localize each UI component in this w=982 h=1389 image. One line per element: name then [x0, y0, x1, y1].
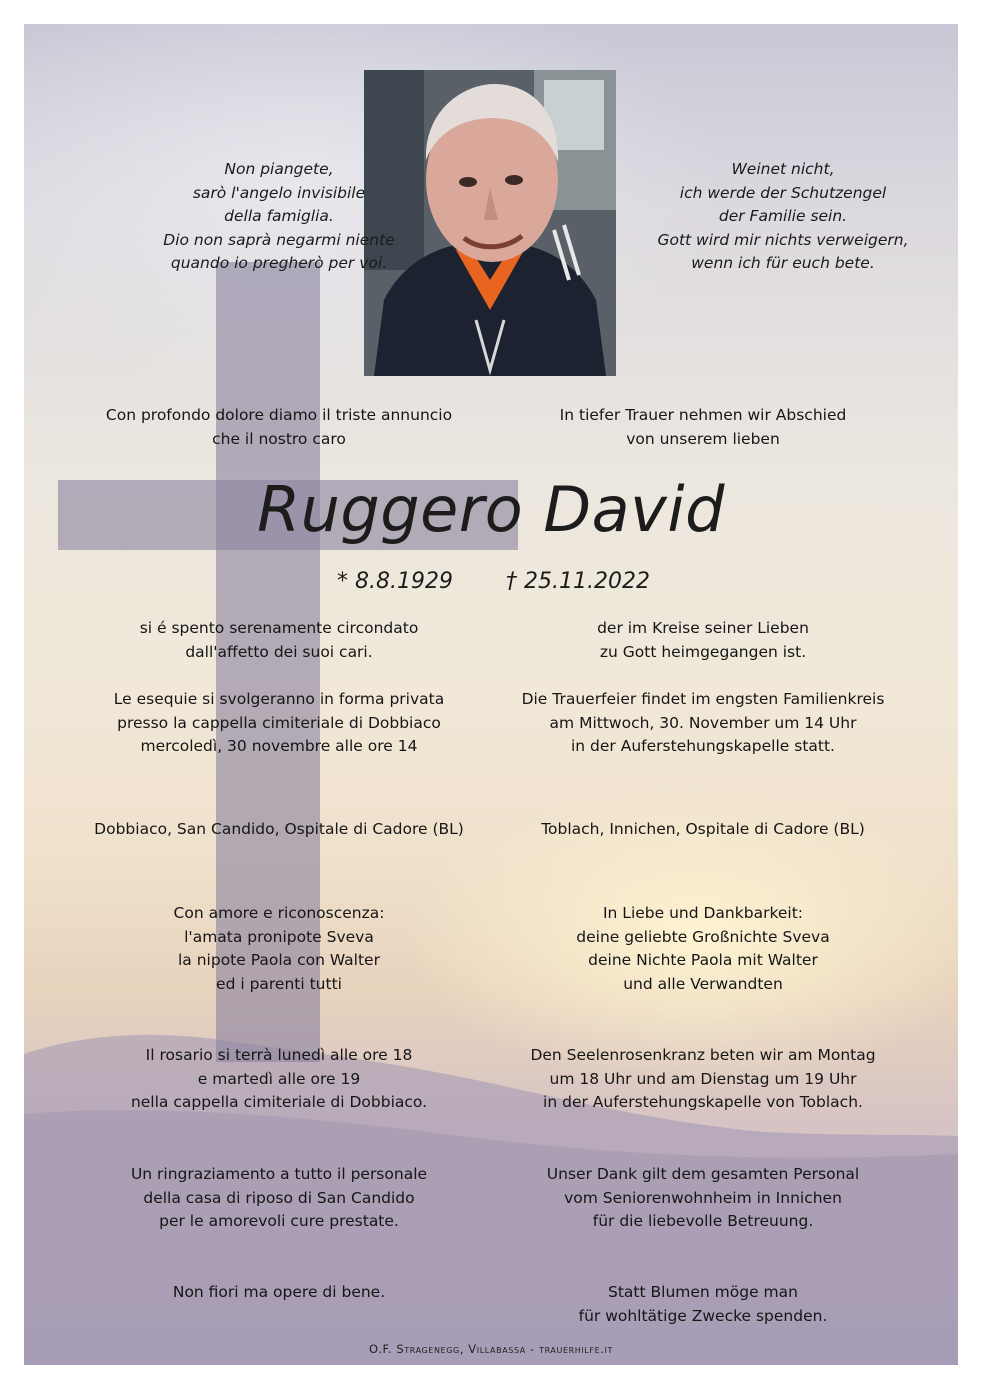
text-line: deine Nichte Paola mit Walter	[588, 951, 818, 969]
death-date: † 25.11.2022	[506, 569, 650, 594]
text-line: si é spento serenamente circondato	[139, 619, 419, 637]
text-line: e martedì alle ore 19	[197, 1069, 361, 1088]
text-line: in der Auferstehungskapelle statt.	[571, 737, 835, 755]
text-line: der im Kreise seiner Lieben	[597, 619, 809, 637]
poem-italian	[129, 158, 429, 276]
block-de-6	[473, 1163, 933, 1234]
block-de-1	[473, 617, 933, 664]
deceased-name: Ruggero David	[257, 473, 725, 546]
block-it-3	[49, 818, 509, 842]
text-line: Statt Blumen möge man	[608, 1283, 798, 1301]
text-line: Den Seelenrosenkranz beten wir am Montag	[530, 1046, 876, 1064]
block-it-4	[49, 902, 509, 996]
intro-italian	[49, 404, 509, 451]
text-line: in der Auferstehungskapelle von Toblach.	[543, 1093, 863, 1111]
text-line: Toblach, Innichen, Ospitale di Cadore (BL)	[541, 820, 865, 838]
text-line: dall'affetto dei suoi cari.	[185, 642, 373, 661]
text-line: Unser Dank gilt dem gesamten Personal	[546, 1165, 860, 1183]
poem-line: quando io pregherò per voi.	[170, 254, 388, 272]
text-line: um 18 Uhr und am Dienstag um 19 Uhr	[549, 1069, 857, 1088]
text-line: am Mittwoch, 30. November um 14 Uhr	[549, 713, 857, 732]
block-it-7	[49, 1281, 509, 1305]
block-de-4	[473, 902, 933, 996]
block-it-1	[49, 617, 509, 664]
poem-line: Non piangete,	[224, 160, 334, 178]
text-line: von unserem lieben	[626, 429, 780, 448]
intro-german	[473, 404, 933, 451]
text-line: presso la cappella cimiteriale di Dobbiaco	[117, 713, 441, 732]
poem-line: della famiglia.	[224, 207, 334, 225]
text-line: und alle Verwandten	[623, 974, 783, 993]
text-line: zu Gott heimgegangen ist.	[599, 642, 807, 661]
text-line: Die Trauerfeier findet im engsten Familienkreis	[521, 690, 885, 708]
poem-german	[633, 158, 933, 276]
text-line: Il rosario si terrà lunedì alle ore 18	[145, 1046, 413, 1064]
footer-credit: O.F. Stragenegg, Villabassa - trauerhilfe.it	[369, 1342, 613, 1356]
text-line: ed i parenti tutti	[216, 974, 342, 993]
text-line: In tiefer Trauer nehmen wir Abschied	[559, 406, 847, 424]
poem-line: Gott wird mir nichts verweigern,	[657, 230, 909, 249]
obituary-card	[24, 24, 958, 1365]
text-line: che il nostro caro	[212, 429, 346, 448]
block-it-5	[49, 1044, 509, 1115]
poem-line: wenn ich für euch bete.	[691, 254, 875, 272]
poem-line: ich werde der Schutzengel	[679, 183, 887, 202]
text-line: deine geliebte Großnichte Sveva	[576, 927, 830, 946]
text-line: Con amore e riconoscenza:	[173, 904, 385, 922]
text-line: della casa di riposo di San Candido	[143, 1188, 415, 1207]
text-line: für wohltätige Zwecke spenden.	[578, 1306, 828, 1325]
text-line: vom Seniorenwohnheim in Innichen	[564, 1188, 842, 1207]
text-line: l'amata pronipote Sveva	[184, 927, 374, 946]
text-line: Con profondo dolore diamo il triste annuncio	[105, 406, 453, 424]
text-line: Le esequie si svolgeranno in forma privata	[113, 690, 445, 708]
text-line: nella cappella cimiteriale di Dobbiaco.	[130, 1093, 428, 1111]
block-it-2	[49, 688, 509, 759]
text-line: mercoledì, 30 novembre alle ore 14	[140, 737, 418, 755]
text-line: Un ringraziamento a tutto il personale	[130, 1165, 428, 1183]
poem-line: Dio non saprà negarmi niente	[163, 230, 395, 249]
poem-line: Weinet nicht,	[731, 160, 835, 178]
text-line: Non fiori ma opere di bene.	[172, 1283, 386, 1301]
text-line: In Liebe und Dankbarkeit:	[602, 904, 804, 922]
block-de-5	[473, 1044, 933, 1115]
block-de-7	[473, 1281, 933, 1328]
poem-line: sarò l'angelo invisibile	[192, 183, 366, 202]
block-de-3	[473, 818, 933, 842]
poem-line: der Familie sein.	[718, 207, 848, 225]
birth-date: * 8.8.1929	[337, 569, 453, 594]
text-line: la nipote Paola con Walter	[178, 951, 380, 969]
text-line: per le amorevoli cure prestate.	[159, 1212, 399, 1230]
block-it-6	[49, 1163, 509, 1234]
block-de-2	[473, 688, 933, 759]
text-line: Dobbiaco, San Candido, Ospitale di Cadore (BL)	[94, 820, 464, 838]
text-line: für die liebevolle Betreuung.	[592, 1212, 814, 1230]
